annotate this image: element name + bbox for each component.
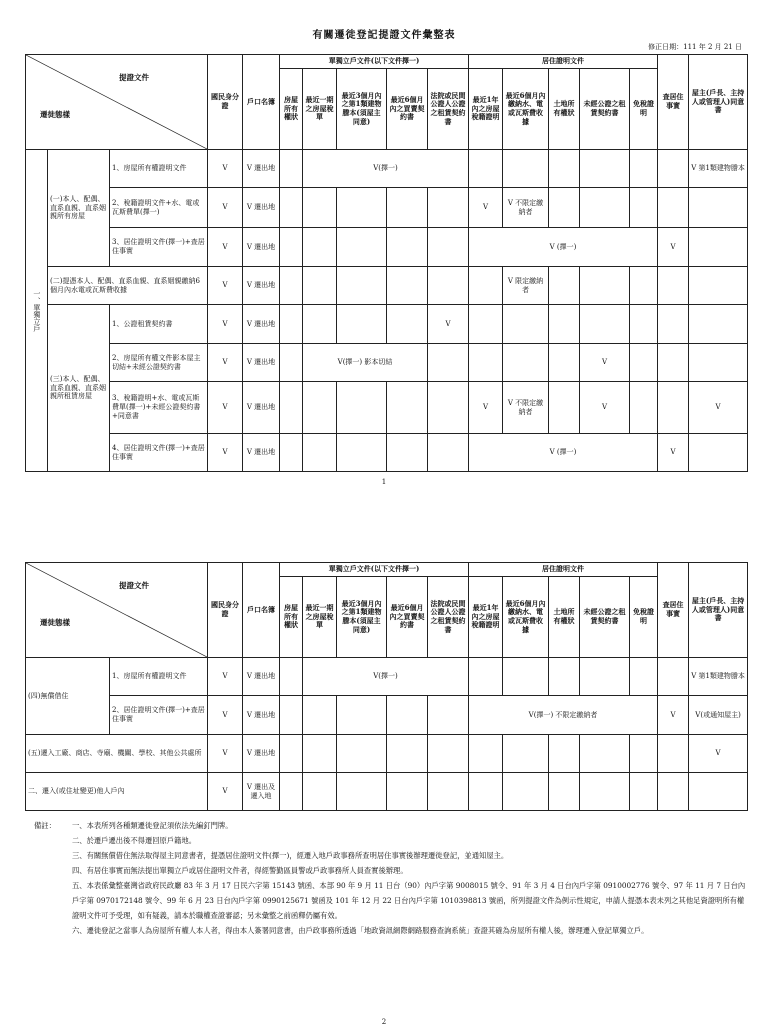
row-doc: 2、稅籍證明文件+水、電或瓦斯費單(擇一)	[110, 188, 208, 228]
page-title: 有關遷徙登記提證文件彙整表	[312, 30, 456, 41]
col-check-residence: 查居住事實	[658, 563, 689, 658]
diagonal-line	[26, 563, 207, 657]
header-doc-label: 提證文件	[119, 73, 150, 82]
group-label: 二、遷入(或住址變更)他人戶內	[26, 773, 208, 811]
table-row: (五)遷入工廠、商店、寺廟、機關、學校、其他公共處所 V V 遷出地 V	[26, 735, 748, 773]
row-doc: 2、居住證明文件(擇一)+查居住事實	[110, 696, 208, 735]
header-state-label: 遷徙態樣	[40, 617, 70, 627]
group-label: (五)遷入工廠、商店、寺廟、機關、學校、其他公共處所	[26, 735, 208, 773]
row-doc: 3、稅籍證明+水、電或瓦斯費單(擇一)+未經公證契約書+同意書	[110, 382, 208, 434]
header-state-label: 遷徙態樣	[40, 109, 70, 119]
table-row: 3、居住證明文件(擇一)+查居住事實 V V 遷出地 V (擇一) V	[26, 228, 748, 267]
col-sale-contract: 最近6個月內之買賣契約書	[387, 577, 428, 658]
group-residence: 居住證明文件	[469, 55, 658, 69]
col-notarized-lease: 法院或民間公證人公證之租賃契約書	[428, 577, 469, 658]
table-row: 3、稅籍證明+水、電或瓦斯費單(擇一)+未經公證契約書+同意書 V V 遷出地 V V 不限定繳納者 V V	[26, 382, 748, 434]
table-row: 2、稅籍證明文件+水、電或瓦斯費單(擇一) V V 遷出地 V V 不限定繳納者	[26, 188, 748, 228]
requirements-table-page2	[25, 562, 748, 811]
group-label: (二)提憑本人、配偶、直系血親、直系姻親繳納6個月內水電或瓦斯費收據	[48, 267, 208, 305]
col-tax-registry: 最近1年內之房屋稅籍證明	[469, 69, 503, 150]
header-diagonal-cell	[26, 563, 208, 658]
page-number: 1	[381, 478, 387, 486]
col-household: 戶口名簿	[243, 55, 280, 150]
col-land-deed: 土地所有權狀	[549, 69, 580, 150]
table-row: (四)無償借住 1、房屋所有權證明文件 V V 遷出地 V(擇一) V 第1類建物謄本	[26, 658, 748, 696]
col-sale-contract: 最近6個月內之買賣契約書	[387, 69, 428, 150]
row-doc: 4、居住證明文件(擇一)+查居住事實	[110, 434, 208, 472]
table-row: (三)本人、配偶、直系血親、直系姻親所租賃房屋 1、公證租賃契約書 V V 遷出地 V	[26, 305, 748, 344]
col-check-residence: 查居住事實	[658, 55, 689, 150]
group-standalone: 單獨立戶文件(以下文件擇一)	[280, 563, 469, 577]
revision-date: 修正日期：111 年 2 月 21 日	[648, 43, 742, 51]
table-row: 2、居住證明文件(擇一)+查居住事實 V V 遷出地 V(擇一) 不限定繳納者 V V(或通知屋主)	[26, 696, 748, 735]
table-row: 4、居住證明文件(擇一)+查居住事實 V V 遷出地 V (擇一) V	[26, 434, 748, 472]
diagonal-line	[26, 55, 207, 149]
row-doc: 1、房屋所有權證明文件	[110, 658, 208, 696]
note-item: 四、有居住事實而無法提出單獨立戶或居住證明文件者，得經警勤區員警或戶政事務所人員查實後辦理。	[72, 866, 408, 875]
col-notarized-lease: 法院或民間公證人公證之租賃契約書	[428, 69, 469, 150]
col-unnotarized-lease: 未經公證之租賃契約書	[580, 69, 630, 150]
col-house-tax: 最近一期之房屋稅單	[303, 577, 337, 658]
note-item: 二、於遷戶遷出後不得遷回原戶籍地。	[72, 836, 197, 845]
col-tax-exempt: 免稅證明	[630, 577, 658, 658]
col-tax-exempt: 免稅證明	[630, 69, 658, 150]
row-doc: 2、房屋所有權文件影本屋主切結+未經公證契約書	[110, 344, 208, 382]
notes-label: 備註：	[34, 821, 56, 830]
table-row: 二、遷入(或住址變更)他人戶內 V V 遷出及遷入地	[26, 773, 748, 811]
col-land-deed: 土地所有權狀	[549, 577, 580, 658]
row-doc: 1、公證租賃契約書	[110, 305, 208, 344]
col-national-id: 國民身分證	[208, 55, 243, 150]
group-label: (四)無償借住	[26, 658, 110, 735]
col-owner-consent: 屋主(戶長、主持人或管理人)同意書	[689, 55, 748, 150]
page-number: 2	[381, 1018, 387, 1026]
notes-section	[34, 818, 748, 938]
col-tax-registry: 最近1年內之房屋稅籍證明	[469, 577, 503, 658]
col-building-transcript: 最近3個月內之第1類建物謄本(須屋主同意)	[337, 577, 387, 658]
group-label: (三)本人、配偶、直系血親、直系姻親所租賃房屋	[48, 305, 110, 472]
col-owner-consent: 屋主(戶長、主持人或管理人)同意書	[689, 563, 748, 658]
header-diagonal-cell	[26, 55, 208, 150]
note-item: 五、本表係彙整臺灣省政府民政廳 83 年 3 月 17 日民六字第 15143 號函、本部 90 年 9 月 11 日台（90）內戶字第 9008015 號令、91 年 3 月 4 日台內戶字第 0910002776 號令、97 年 11 月 7 日台內戶字第 0970172148 號令、99 年 6 月 23 日台內戶字第 0990125671 號函及 101 年 12 月 22 日台內戶字第 1010398813 號函，所列提證文件為例示性規定，申請人提憑本表未列之其他足資證明所有權證明文件可予受理，如有疑義，請本於職權查證審認；另未彙整之前函釋仍屬有效。	[72, 881, 746, 920]
table-row: (二)提憑本人、配偶、直系血親、直系姻親繳納6個月內水電或瓦斯費收據 V V 遷出地 V 限定繳納者	[26, 267, 748, 305]
header-doc-label: 提證文件	[119, 581, 150, 590]
row-doc: 1、房屋所有權證明文件	[110, 150, 208, 188]
col-national-id: 國民身分證	[208, 563, 243, 658]
col-ownership-deed: 房屋所有權狀	[280, 69, 303, 150]
group-label: (一)本人、配偶、直系血親、直系姻親所有房屋	[48, 150, 110, 267]
row-doc: 3、居住證明文件(擇一)+查居住事實	[110, 228, 208, 267]
note-item: 三、有關無償借住無法取得屋主同意書者，提憑居住證明文件(擇一)，經遷入地戶政事務所查明居住事實後辦理遷徙登記，並通知屋主。	[72, 851, 509, 860]
group-residence: 居住證明文件	[469, 563, 658, 577]
col-utility-receipt: 最近6個月內繳納水、電或瓦斯費收據	[503, 69, 549, 150]
note-item: 六、遷徙登記之當事人為房屋所有權人本人者，得由本人簽署同意書，由戶政事務所透過「地政資訊網際網路服務查詢系統」查證其確為房屋所有權人後，辦理遷入登記單獨立戶。	[72, 926, 649, 935]
side-label: 一、單獨立戶	[26, 150, 48, 472]
col-utility-receipt: 最近6個月內繳納水、電或瓦斯費收據	[503, 577, 549, 658]
note-item: 一、本表所列各種類遷徙登記須依法先編釘門牌。	[72, 821, 233, 830]
requirements-table-page1	[25, 54, 748, 472]
col-ownership-deed: 房屋所有權狀	[280, 577, 303, 658]
table-row: 2、房屋所有權文件影本屋主切結+未經公證契約書 V V 遷出地 V(擇一) 影本切結 V	[26, 344, 748, 382]
col-unnotarized-lease: 未經公證之租賃契約書	[580, 577, 630, 658]
group-standalone: 單獨立戶文件(以下文件擇一)	[280, 55, 469, 69]
col-household: 戶口名簿	[243, 563, 280, 658]
col-house-tax: 最近一期之房屋稅單	[303, 69, 337, 150]
table-row: 一、單獨立戶 (一)本人、配偶、直系血親、直系姻親所有房屋 1、房屋所有權證明文件 V V 遷出地 V(擇一) V 第1類建物謄本	[26, 150, 748, 188]
col-building-transcript: 最近3個月內之第1類建物謄本(須屋主同意)	[337, 69, 387, 150]
